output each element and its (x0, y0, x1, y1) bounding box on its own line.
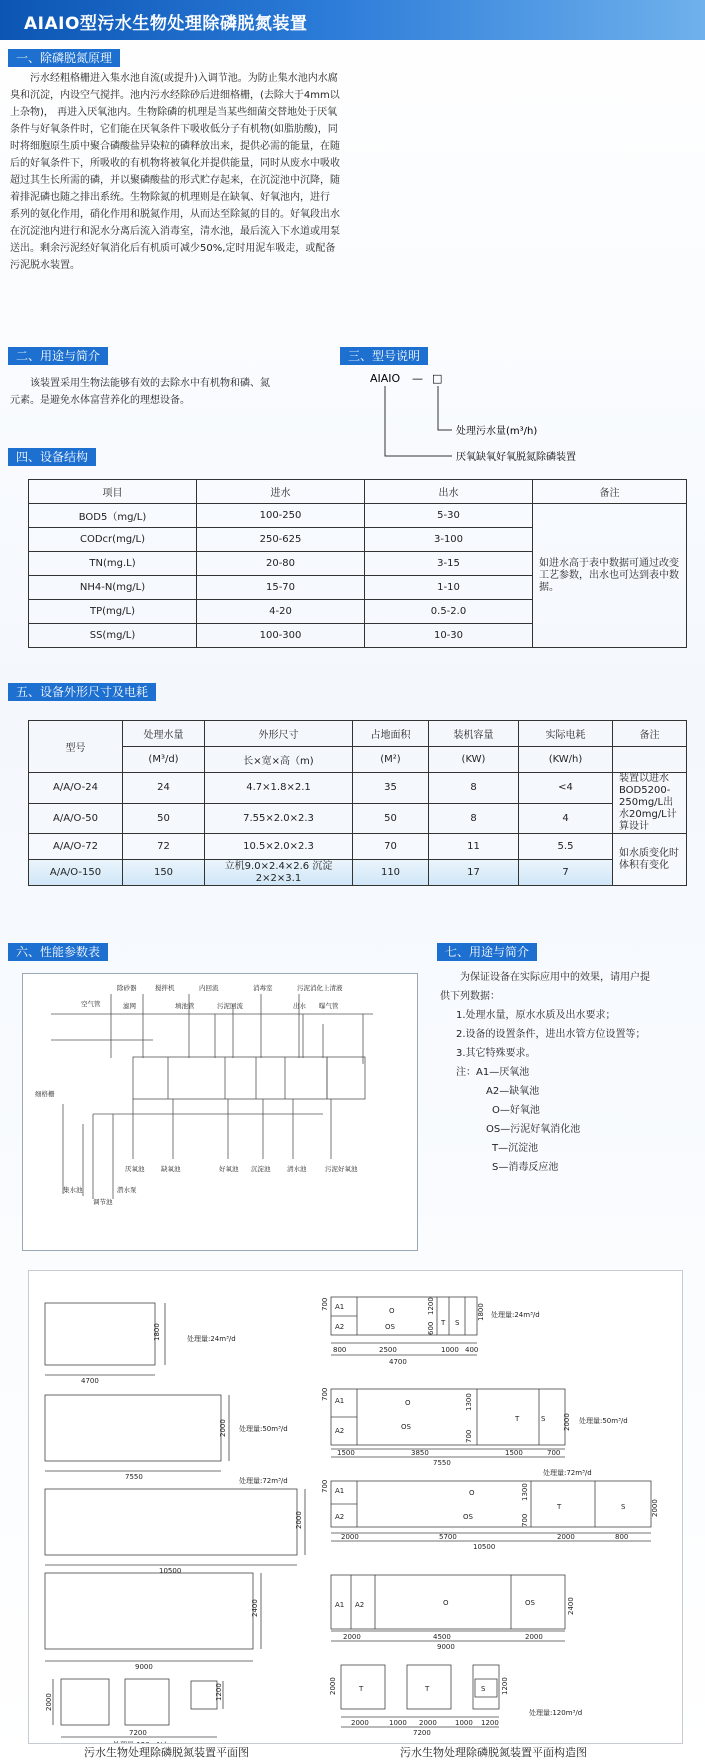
svg-text:OS: OS (525, 1599, 535, 1607)
table-unit: 长×宽×高（m) (205, 747, 353, 773)
title-banner (0, 0, 705, 40)
table-header: 装机容量 (429, 721, 519, 747)
r150-v: 2400 (567, 1597, 575, 1615)
r50-dim: 700 (547, 1449, 561, 1457)
svg-text:O: O (443, 1599, 449, 1607)
label-sludge-return: 污泥回流 (217, 1002, 243, 1010)
usage-line: A2—缺氧池 (486, 1086, 540, 1097)
table-header: 进水 (197, 480, 365, 504)
r150b-v: 2000 (329, 1677, 337, 1695)
table-note: 如进水高于表中数据可通过改变工艺参数，出水也可达到表中数据。 (533, 504, 687, 648)
label-submersible-pump: 潜水泵 (117, 1186, 137, 1194)
process-flow-figure (22, 973, 418, 1251)
r72-dim: 2000 (341, 1533, 359, 1541)
label-aerobic: 好氧池 (219, 1165, 239, 1173)
r24-dim: 800 (333, 1346, 347, 1354)
label-sedimentation: 沉淀池 (251, 1165, 271, 1173)
svg-text:S: S (541, 1415, 546, 1423)
label-fill-pipe: 填池管 (175, 1002, 195, 1010)
model-diagram (360, 368, 620, 468)
table-cell: TP(mg/L) (29, 600, 197, 624)
table-row (29, 834, 687, 860)
principle-line: 上杂物)， 再进入厌氧池内。生物除磷的机理是当某些细菌交替地处于厌氧 (10, 107, 338, 118)
r150b-dim: 1000 (389, 1719, 407, 1727)
usage-line: 2.设备的设置条件，进出水管方位设置等； (456, 1029, 646, 1040)
model-label-flow: 处理污水量(m³/h) (456, 426, 538, 437)
table-cell: 50 (123, 803, 205, 834)
r72-v: 2000 (651, 1499, 659, 1517)
table-cell: 100-300 (197, 624, 365, 648)
plan-150-height: 2400 (251, 1599, 259, 1617)
model-dash: — (412, 372, 423, 385)
table-cell: 35 (353, 773, 429, 804)
r24-dim: 2500 (379, 1346, 397, 1354)
table-cell: 0.5-2.0 (365, 600, 533, 624)
r150b-dim: 2000 (351, 1719, 369, 1727)
r50-label: 处理量:50m³/d (579, 1417, 628, 1425)
table-cell: 72 (123, 834, 205, 860)
caption-plan: 污水生物处理除磷脱氮装置平面图 (84, 1746, 249, 1759)
table-cell: 20-80 (197, 552, 365, 576)
svg-text:T: T (557, 1503, 562, 1511)
usage-line: O—好氧池 (492, 1105, 540, 1116)
table-cell: 4-20 (197, 600, 365, 624)
label-screen: 滤网 (123, 1002, 136, 1010)
plan-150-length: 9000 (135, 1663, 153, 1671)
section-2-heading: 二、用途与简介 (8, 347, 108, 365)
label-disinfection: 消毒室 (253, 984, 273, 992)
plan-24-label: 处理量:24m³/d (187, 1335, 236, 1343)
usage-line: T—沉淀池 (492, 1143, 539, 1154)
plan-50-length: 7550 (125, 1473, 143, 1481)
svg-text:O: O (405, 1399, 411, 1407)
table-row (29, 504, 687, 528)
table-unit: (M³/d) (123, 747, 205, 773)
table-header: 占地面积 (353, 721, 429, 747)
table-cell: 150 (123, 860, 205, 886)
table-cell: 3-100 (365, 528, 533, 552)
label-anaerobic: 厌氧池 (125, 1165, 145, 1173)
r72-v: 1300 (521, 1483, 529, 1501)
svg-text:A1: A1 (335, 1601, 345, 1609)
table-cell: 100-250 (197, 504, 365, 528)
svg-text:T: T (359, 1685, 364, 1693)
plan-24-height: 1800 (153, 1323, 161, 1341)
intro-line: 该装置采用生物法能够有效的去除水中有机物和磷、氮 (30, 378, 270, 389)
plan-50-label: 处理量:50m³/d (239, 1425, 288, 1433)
table-header-row (29, 721, 687, 747)
table-note: 装置以进水BOD5200-250mg/L出水20mg/L计算设计 (613, 773, 687, 834)
label-aeration-pipe: 曝气管 (319, 1002, 339, 1010)
usage-line: 1.处理水量，原水水质及出水要求； (456, 1010, 616, 1021)
r50-total: 7550 (433, 1459, 451, 1467)
table-cell: A/A/O-150 (29, 860, 123, 886)
label-outlet: 出水 (293, 1002, 306, 1010)
usage-notes (440, 968, 695, 1177)
table-cell: 15-70 (197, 576, 365, 600)
table-cell: BOD5（mg/L) (29, 504, 197, 528)
principle-line: 系列的氨化作用，硝化作用和脱氮作用，从而达至除氮的目的。好氧段出水 (10, 209, 340, 220)
table-cell: 5-30 (365, 504, 533, 528)
label-air-pipe: 空气管 (81, 1000, 101, 1008)
r24-v: 1200 (427, 1297, 435, 1315)
principle-line: 污水经粗格栅进入集水池自流(或提升)入调节池。为防止集水池内水腐 (30, 73, 338, 84)
section-1-heading: 一、除磷脱氮原理 (8, 49, 120, 67)
label-sludge-aerobic: 污泥好氧池 (325, 1165, 358, 1173)
section-7-heading: 七、用途与简介 (437, 943, 537, 961)
label-internal-reflux: 内回流 (199, 984, 219, 992)
plan-150b-length: 7200 (129, 1729, 147, 1737)
table-row (29, 860, 687, 886)
r50-dim: 1500 (505, 1449, 523, 1457)
r150b-dim: 1000 (455, 1719, 473, 1727)
section-3-heading: 三、型号说明 (340, 347, 428, 365)
table-unit: (KW) (429, 747, 519, 773)
r50-v: 700 (465, 1429, 473, 1443)
table-cell: 5.5 (519, 834, 613, 860)
r24-v: 1800 (477, 1303, 485, 1321)
label-supernatant: 污泥消化上清液 (297, 984, 343, 992)
table-header: 处理水量 (123, 721, 205, 747)
r50-dim: 1500 (337, 1449, 355, 1457)
r72-total: 10500 (473, 1543, 496, 1551)
svg-text:OS: OS (385, 1323, 395, 1331)
r50-v: 1300 (465, 1393, 473, 1411)
r24-dim: 400 (465, 1346, 479, 1354)
principle-line: 着排泥磷也随之排出系统。生物除氮的机理则是在缺氧、好氧池内，进行 (10, 192, 330, 203)
r24-label: 处理量:24m³/d (491, 1311, 540, 1319)
label-anoxic: 缺氧池 (161, 1165, 181, 1173)
table-cell: A/A/O-24 (29, 773, 123, 804)
principle-line: 后的好氧条件下，所吸收的有机物将被氧化并提供能量，同时从废水中吸收 (10, 158, 340, 169)
table-cell: A/A/O-72 (29, 834, 123, 860)
svg-text:A2: A2 (335, 1513, 345, 1521)
table-header: 出水 (365, 480, 533, 504)
table-cell: 250-625 (197, 528, 365, 552)
usage-line: S—消毒反应池 (492, 1162, 559, 1173)
intro-line: 元素。是避免水体富营养化的理想设备。 (10, 395, 190, 406)
process-flow-diagram (23, 974, 417, 1250)
r50-v: 700 (321, 1387, 329, 1401)
model-code: AIAIO (370, 372, 401, 385)
r72-label: 处理量:72m³/d (543, 1469, 592, 1477)
svg-text:OS: OS (401, 1423, 411, 1431)
label-sand-remover: 除砂器 (117, 984, 137, 992)
table-units-row (29, 747, 687, 773)
table-row (29, 803, 687, 834)
table-unit: (M²) (353, 747, 429, 773)
usage-line: 为保证设备在实际应用中的效果，请用户提 (460, 972, 650, 983)
principle-line: 臭和沉淀，内设空气搅拌。池内污水经除砂后进细格栅，(去除大于4mm以 (10, 90, 340, 101)
label-fine-screen: 细格栅 (35, 1090, 55, 1098)
table-note: 如水质变化时体积有变化 (613, 834, 687, 886)
table-unit: (KW/h) (519, 747, 613, 773)
plan-150b-h1: 2000 (45, 1693, 53, 1711)
label-mixer: 搅拌机 (155, 984, 175, 992)
svg-text:T: T (425, 1685, 430, 1693)
r50-dim: 3850 (411, 1449, 429, 1457)
r50-v: 2000 (563, 1413, 571, 1431)
svg-text:T: T (441, 1319, 446, 1327)
r72-dim: 800 (615, 1533, 629, 1541)
table-cell: 10.5×2.0×2.3 (205, 834, 353, 860)
plan-150b-h2: 1200 (215, 1683, 223, 1701)
table-cell: 1-10 (365, 576, 533, 600)
table-header: 备注 (533, 480, 687, 504)
principle-text (10, 70, 395, 274)
svg-text:O: O (389, 1307, 395, 1315)
svg-text:A1: A1 (335, 1487, 345, 1495)
principle-line: 条件与好氧条件时，它们能在厌氧条件下吸收低分子有机物(如脂肪酸)，同 (10, 124, 338, 135)
svg-text:O: O (469, 1489, 475, 1497)
table-cell: 70 (353, 834, 429, 860)
r24-total: 4700 (389, 1358, 407, 1366)
table-cell: 7.55×2.0×2.3 (205, 803, 353, 834)
caption-structure: 污水生物处理除磷脱氮装置平面构造图 (400, 1746, 587, 1759)
r150b-v: 1200 (501, 1677, 509, 1695)
r150b-label: 处理量:120m³/d (529, 1709, 583, 1717)
r72-dim: 2000 (557, 1533, 575, 1541)
usage-line: 3.其它特殊要求。 (456, 1048, 536, 1059)
model-box: □ (432, 372, 443, 385)
table-cell: CODcr(mg/L) (29, 528, 197, 552)
table-cell: TN(mg.L) (29, 552, 197, 576)
plan-150b-label (113, 1740, 166, 1743)
table-cell: NH4-N(mg/L) (29, 576, 197, 600)
plan-drawings (29, 1271, 682, 1743)
table-cell: 8 (429, 773, 519, 804)
table-cell: 50 (353, 803, 429, 834)
svg-text:A2: A2 (335, 1427, 345, 1435)
label-clear-water: 清水池 (287, 1165, 307, 1173)
plan-24-length: 4700 (81, 1377, 99, 1385)
svg-text:S: S (455, 1319, 460, 1327)
table-header: 外形尺寸 (205, 721, 353, 747)
table-cell: 4.7×1.8×2.1 (205, 773, 353, 804)
r150b-dim: 2000 (419, 1719, 437, 1727)
r72-v: 700 (521, 1513, 529, 1527)
r150-dim: 2000 (525, 1633, 543, 1641)
table-cell: A/A/O-50 (29, 803, 123, 834)
table-header: 项目 (29, 480, 197, 504)
plan-drawings-panel (28, 1270, 683, 1744)
structure-table (28, 479, 687, 648)
table-cell: 7 (519, 860, 613, 886)
section-5-heading: 五、设备外形尺寸及电耗 (8, 683, 156, 701)
usage-line: 注：A1—厌氧池 (456, 1067, 530, 1078)
table-header: 实际电耗 (519, 721, 613, 747)
plan-72-length: 10500 (159, 1567, 182, 1575)
model-label-device: 厌氧缺氧好氧脱氮除磷装置 (456, 452, 576, 463)
svg-text:OS: OS (463, 1513, 473, 1521)
table-cell: SS(mg/L) (29, 624, 197, 648)
page-title: AIAIO型污水生物处理除磷脱氮装置 (24, 14, 308, 34)
dimension-table (28, 720, 687, 886)
svg-text:A2: A2 (355, 1601, 365, 1609)
label-collection-tank: 集水池 (63, 1186, 83, 1194)
r150-dim: 4500 (433, 1633, 451, 1641)
table-cell: 8 (429, 803, 519, 834)
table-cell: 110 (353, 860, 429, 886)
table-row (29, 773, 687, 804)
table-cell: 3-15 (365, 552, 533, 576)
usage-line: OS—污泥好氧消化池 (486, 1124, 581, 1135)
principle-line: 送出。剩余污泥经好氧消化后有机质可减少50%,定时用泥车吸走，或配备 (10, 243, 336, 254)
r72-v: 700 (321, 1479, 329, 1493)
svg-text:A1: A1 (335, 1303, 345, 1311)
table-header-row (29, 480, 687, 504)
r24-dim: 1000 (441, 1346, 459, 1354)
table-cell: 10-30 (365, 624, 533, 648)
table-cell: 11 (429, 834, 519, 860)
usage-line: 供下列数据： (440, 991, 500, 1002)
table-cell: 17 (429, 860, 519, 886)
section-4-heading: 四、设备结构 (8, 448, 96, 466)
r24-v: 700 (321, 1297, 329, 1311)
principle-line: 超过其生长所需的磷，并以聚磷酸盐的形式贮存起来，在沉淀池中沉降，随 (10, 175, 340, 186)
table-cell: <4 (519, 773, 613, 804)
table-header: 备注 (613, 721, 687, 747)
label-equalization-tank: 调节池 (93, 1198, 113, 1206)
principle-line: 时将细胞原生质中聚合磷酸盐异染粒的磷释放出来，提供必需的能量，在随 (10, 141, 340, 152)
table-cell: 24 (123, 773, 205, 804)
plan-72-height: 2000 (295, 1511, 303, 1529)
svg-text:S: S (481, 1685, 486, 1693)
r150-total: 9000 (437, 1643, 455, 1651)
table-cell: 4 (519, 803, 613, 834)
r72-dim: 5700 (439, 1533, 457, 1541)
principle-line: 污泥脱水装置。 (10, 260, 80, 271)
svg-text:A1: A1 (335, 1397, 345, 1405)
r150-dim: 2000 (343, 1633, 361, 1641)
svg-text:A2: A2 (335, 1323, 345, 1331)
table-header: 型号 (29, 721, 123, 773)
table-cell: 立机9.0×2.4×2.6 沉淀2×2×3.1 (205, 860, 353, 886)
plan-72-label: 处理量:72m³/d (239, 1477, 288, 1485)
svg-text:T: T (515, 1415, 520, 1423)
r24-v: 600 (427, 1321, 435, 1335)
r150b-dim: 1200 (481, 1719, 499, 1727)
section-6-heading: 六、性能参数表 (8, 943, 108, 961)
intro-text (10, 375, 310, 409)
svg-text:S: S (621, 1503, 626, 1511)
plan-50-height: 2000 (219, 1419, 227, 1437)
r150b-total: 7200 (413, 1729, 431, 1737)
principle-line: 在沉淀池内进行和泥水分离后流入消毒室，清水池，最后流入下水道或用泵 (10, 226, 340, 237)
